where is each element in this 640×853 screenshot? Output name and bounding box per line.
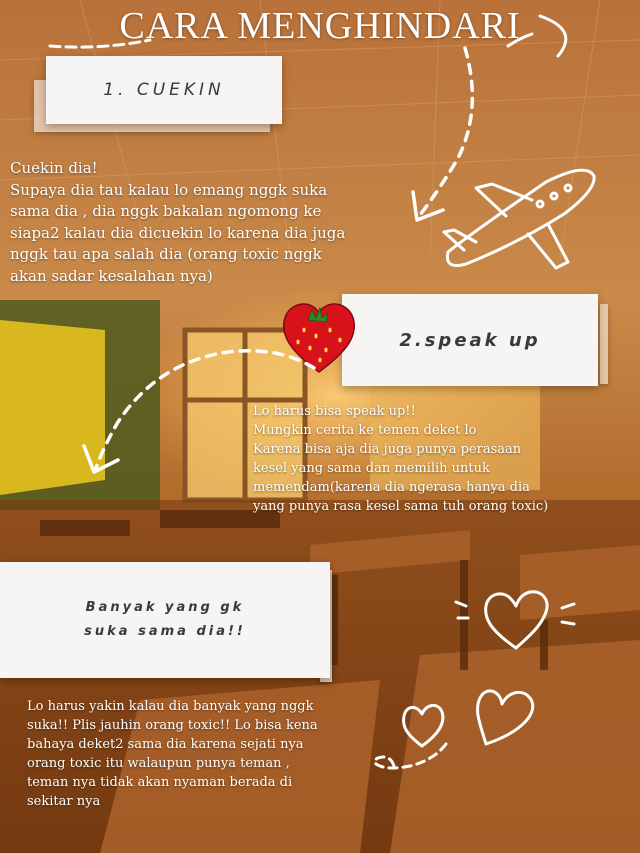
section-3-heading-line: Banyak yang gk xyxy=(85,600,245,615)
section-3-line: sekitar nya xyxy=(27,794,101,809)
section-3-line: teman nya tidak akan nyaman berada di xyxy=(27,775,293,790)
section-1-heading: 1. CUEKIN xyxy=(103,80,225,100)
dashed-swirl xyxy=(360,740,460,790)
section-2-heading: 2.speak up xyxy=(399,329,541,351)
heart-icon xyxy=(470,680,542,750)
section-1-line: nggk tau apa salah dia (orang toxic nggk xyxy=(10,245,322,263)
section-3-heading xyxy=(84,596,246,644)
page-title: CARA MENGHINDARI xyxy=(119,5,521,47)
section-1-line: Supaya dia tau kalau lo emang nggk suka xyxy=(10,180,328,199)
section-2-heading-card xyxy=(342,294,598,386)
section-3-heading-line: suka sama dia!! xyxy=(84,624,246,639)
section-1-heading-card xyxy=(46,56,282,124)
airplane-icon xyxy=(436,160,606,275)
section-2-line: Mungkin cerita ke temen deket lo xyxy=(253,423,477,438)
section-3-line: bahaya deket2 sama dia karena sejati nya xyxy=(27,737,304,752)
section-1-body xyxy=(10,158,420,287)
section-1-line: akan sadar kesalahan nya) xyxy=(10,266,213,285)
section-2-line: Lo harus bisa speak up!! xyxy=(253,404,416,419)
section-2-body xyxy=(253,402,638,516)
section-3-line: suka!! Plis jauhin orang toxic!! Lo bisa kena xyxy=(27,718,318,733)
section-3-heading-card xyxy=(0,562,330,678)
section-2-line: Karena bisa aja dia juga punya perasaan xyxy=(253,442,522,457)
section-3-line: Lo harus yakin kalau dia banyak yang nggk xyxy=(27,699,314,714)
section-1-line: siapa2 kalau dia dicuekin lo karena dia juga xyxy=(10,223,346,242)
heart-icon xyxy=(450,582,582,652)
section-1-line: Cuekin dia! xyxy=(10,159,98,177)
card-shadow-2 xyxy=(600,304,608,384)
section-2-line: kesel yang sama dan memilih untuk xyxy=(253,461,490,476)
section-3-line: orang toxic itu walaupun punya teman , xyxy=(27,756,290,771)
section-2-line: memendam(karena dia ngerasa hanya dia xyxy=(253,480,530,495)
section-2-line: yang punya rasa kesel sama tuh orang toxic) xyxy=(253,499,549,514)
section-3-body xyxy=(27,697,367,811)
section-1-line: sama dia , dia nggk bakalan ngomong ke xyxy=(10,202,322,220)
